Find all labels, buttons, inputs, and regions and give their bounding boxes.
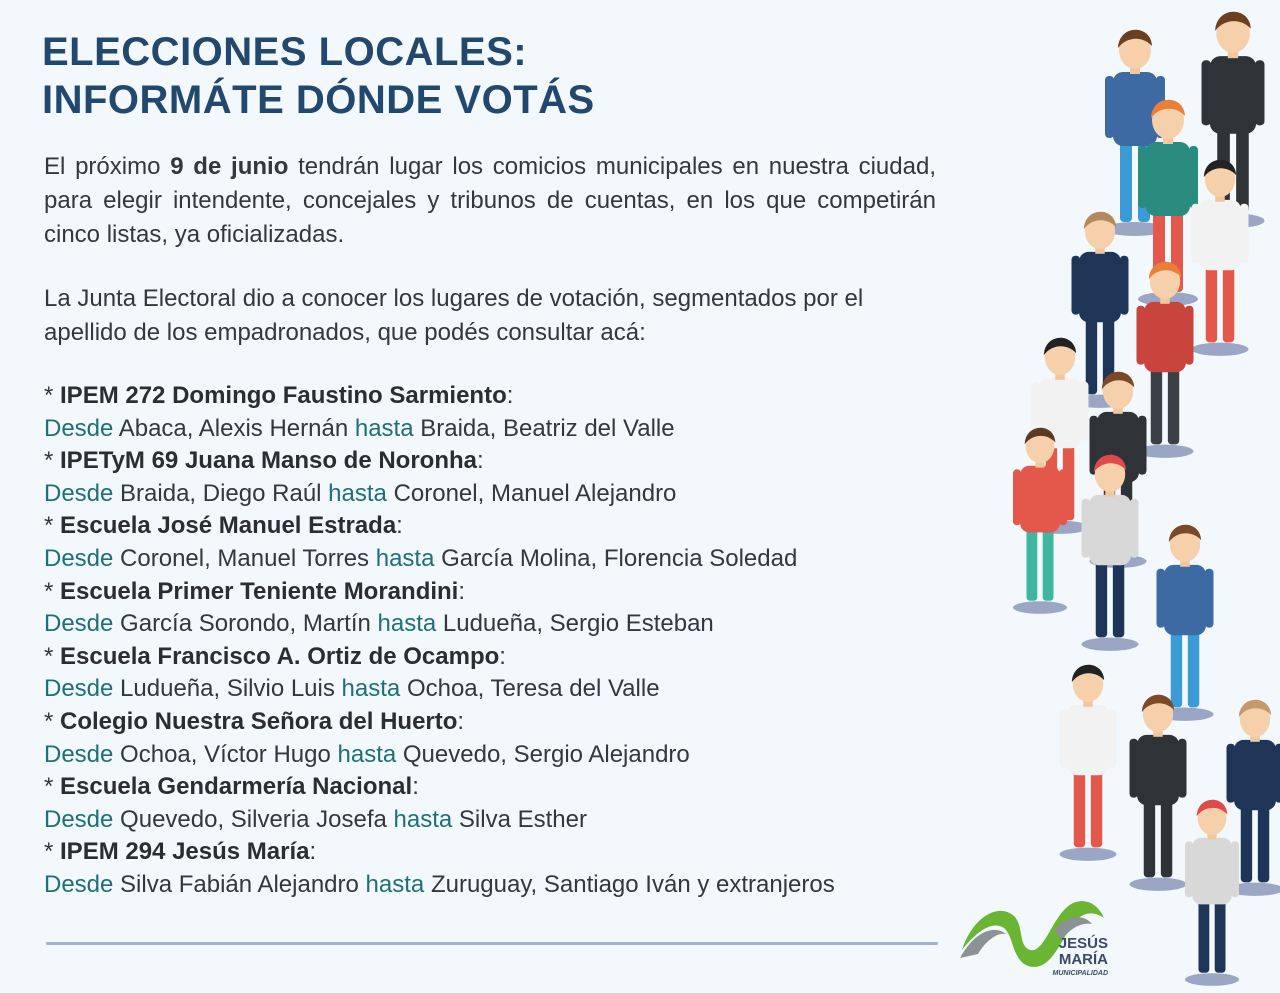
- colon: :: [396, 512, 403, 540]
- school-name: Escuela Gendarmería Nacional: [60, 773, 413, 801]
- colon: :: [458, 577, 466, 605]
- intro-part-2: tendrán lugar los comicios municipales en nuestra ciudad, para elegir intendente, concejales y tribunos de cuentas, en los que competirán cinco listas, ya oficializadas.: [44, 153, 936, 248]
- range-end: Zuruguay, Santiago Iván y extranjeros: [430, 870, 835, 898]
- bullet: *: [44, 447, 61, 475]
- to-keyword: hasta: [341, 675, 401, 703]
- location-range-row: [44, 543, 944, 576]
- colon: :: [477, 447, 484, 475]
- location-range-row: [44, 608, 944, 641]
- location-school-row: [44, 576, 944, 609]
- school-name: IPEM 294 Jesús María: [60, 838, 310, 866]
- range-start: Braida, Diego Raúl: [120, 479, 322, 507]
- location-range-row: [44, 869, 944, 902]
- from-keyword: Desde: [44, 414, 114, 442]
- bullet: *: [44, 382, 61, 409]
- to-keyword: hasta: [354, 414, 414, 442]
- location-school-row: [44, 706, 944, 739]
- title-line-1: ELECCIONES LOCALES:: [42, 30, 528, 74]
- range-start: Coronel, Manuel Torres: [120, 544, 370, 572]
- logo-text-maria: MARÍA: [1058, 951, 1108, 968]
- range-start: Ochoa, Víctor Hugo: [120, 740, 331, 768]
- person-figure: [1157, 525, 1214, 721]
- location-school-row: [44, 445, 944, 478]
- location-school-row: [44, 641, 944, 674]
- range-end: Ludueña, Sergio Esteban: [442, 610, 714, 638]
- voting-locations-list: [44, 380, 944, 902]
- person-figure: [1013, 428, 1067, 614]
- bullet: *: [44, 773, 61, 801]
- to-keyword: hasta: [377, 610, 437, 638]
- people-queue-illustration: [950, 0, 1280, 993]
- election-date: 9 de junio: [170, 153, 289, 180]
- to-keyword: hasta: [375, 544, 435, 572]
- bullet: *: [44, 838, 61, 866]
- bullet: *: [44, 512, 61, 540]
- person-figure: [1060, 665, 1117, 861]
- location-school-row: [44, 836, 944, 869]
- logo-text-jesus: JESÚS: [1058, 935, 1108, 952]
- range-start: Ludueña, Silvio Luis: [120, 675, 335, 703]
- from-keyword: Desde: [44, 544, 114, 572]
- range-start: Silva Fabián Alejandro: [120, 870, 359, 898]
- range-end: Ochoa, Teresa del Valle: [406, 675, 660, 703]
- colon: :: [412, 773, 419, 801]
- location-range-row: [44, 804, 944, 837]
- intro-paragraph: [44, 150, 936, 252]
- range-start: Abaca, Alexis Hernán: [118, 414, 349, 442]
- from-keyword: Desde: [44, 675, 114, 703]
- colon: :: [309, 838, 317, 866]
- municipality-logo: [958, 888, 1114, 984]
- range-end: Braida, Beatriz del Valle: [420, 414, 675, 442]
- to-keyword: hasta: [328, 479, 387, 507]
- location-range-row: [44, 673, 944, 706]
- to-keyword: hasta: [365, 870, 425, 898]
- range-start: García Sorondo, Martín: [120, 610, 371, 638]
- to-keyword: hasta: [337, 740, 397, 768]
- title-line-2: INFORMÁTE DÓNDE VOTÁS: [42, 78, 595, 122]
- divider: [46, 942, 938, 945]
- location-range-row: [44, 739, 944, 772]
- range-start: Quevedo, Silveria Josefa: [120, 805, 387, 833]
- junta-paragraph: La Junta Electoral dio a conocer los lugares de votación, segmentados por el apellido de los empadronados, que podés consultar acá:: [44, 285, 864, 346]
- school-name: IPETyM 69 Juana Manso de Noronha: [60, 447, 477, 475]
- from-keyword: Desde: [44, 610, 114, 638]
- location-school-row: [44, 771, 944, 804]
- school-name: Escuela Francisco A. Ortiz de Ocampo: [60, 642, 500, 670]
- range-end: Quevedo, Sergio Alejandro: [402, 740, 690, 768]
- bullet: *: [44, 577, 61, 605]
- from-keyword: Desde: [44, 479, 114, 507]
- person-figure: [1202, 12, 1265, 228]
- bullet: *: [44, 642, 61, 670]
- person-figure: [1185, 800, 1239, 986]
- from-keyword: Desde: [44, 740, 114, 768]
- colon: :: [499, 642, 506, 670]
- page-title: [42, 28, 595, 124]
- school-name: Escuela José Manuel Estrada: [60, 512, 397, 540]
- range-end: Coronel, Manuel Alejandro: [393, 479, 677, 507]
- school-name: IPEM 272 Domingo Faustino Sarmiento: [60, 382, 507, 409]
- location-range-row: [44, 413, 944, 446]
- intro-part-1: El próximo: [44, 153, 171, 180]
- person-figure: [1130, 695, 1187, 891]
- location-range-row: [44, 478, 944, 511]
- to-keyword: hasta: [393, 805, 453, 833]
- school-name: Escuela Primer Teniente Morandini: [60, 577, 459, 605]
- colon: :: [457, 707, 465, 735]
- location-school-row: [44, 380, 944, 413]
- logo-text-municipalidad: MUNICIPALIDAD: [1052, 970, 1108, 977]
- bullet: *: [44, 707, 61, 735]
- from-keyword: Desde: [44, 870, 114, 898]
- range-end: García Molina, Florencia Soledad: [441, 544, 798, 572]
- range-end: Silva Esther: [458, 805, 587, 833]
- from-keyword: Desde: [44, 805, 114, 833]
- school-name: Colegio Nuestra Señora del Huerto: [60, 707, 458, 735]
- location-school-row: [44, 510, 944, 543]
- colon: :: [506, 382, 514, 409]
